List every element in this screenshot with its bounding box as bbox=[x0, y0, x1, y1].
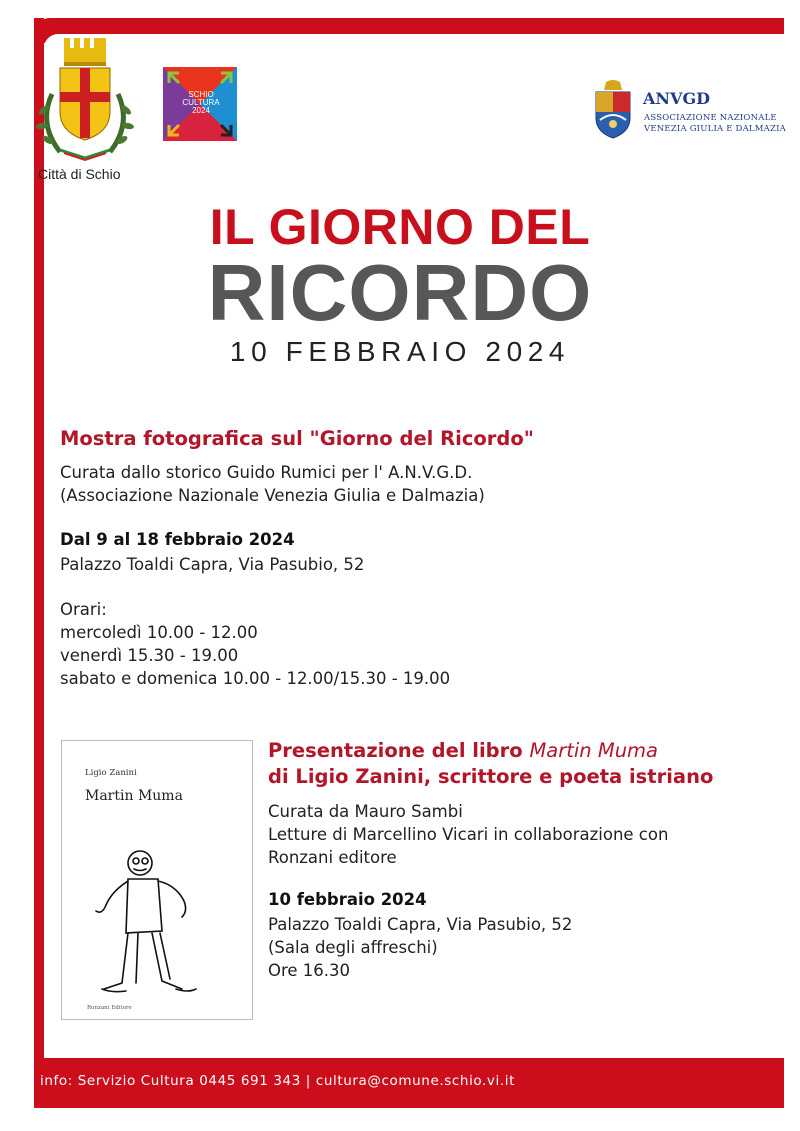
title-date: 10 FEBBRAIO 2024 bbox=[229, 336, 571, 367]
presentation-details bbox=[268, 913, 572, 982]
title-line-2-wrap bbox=[0, 247, 800, 339]
hours-label: Orari: bbox=[60, 600, 107, 619]
presentation-heading bbox=[268, 739, 658, 762]
title-date-wrap bbox=[0, 336, 800, 368]
hours-wednesday: mercoledì 10.00 - 12.00 bbox=[60, 623, 258, 642]
schio-cultura-text-1: SCHIO bbox=[188, 90, 214, 99]
exhibition-dates: Dal 9 al 18 febbraio 2024 bbox=[60, 530, 295, 549]
footer-contact-info: info: Servizio Cultura 0445 691 343 | cultura@comune.schio.vi.it bbox=[40, 1073, 516, 1089]
presentation-heading-prefix: Presentazione del libro bbox=[268, 739, 530, 762]
schio-cultura-logo bbox=[163, 67, 237, 141]
title-line-2: RICORDO bbox=[207, 248, 593, 337]
presentation-heading-line-2: di Ligio Zanini, scrittore e poeta istriano bbox=[268, 765, 714, 788]
schio-cultura-text-3: 2024 bbox=[192, 106, 210, 115]
presentation-place: Palazzo Toaldi Capra, Via Pasubio, 52 bbox=[268, 915, 573, 934]
presentation-time: Ore 16.30 bbox=[268, 961, 351, 980]
book-cover-author: Ligio Zanini bbox=[85, 768, 137, 778]
presentation-book-title: Martin Muma bbox=[529, 739, 658, 762]
exhibition-place: Palazzo Toaldi Capra, Via Pasubio, 52 bbox=[60, 555, 365, 574]
schio-coat-of-arms-logo bbox=[30, 34, 140, 164]
book-cover-image bbox=[61, 740, 253, 1020]
presentation-curated: Curata da Mauro Sambi bbox=[268, 802, 463, 821]
anvgd-shield-logo bbox=[592, 80, 634, 140]
schio-cultura-text-2: CULTURA bbox=[182, 98, 220, 107]
presentation-description bbox=[268, 800, 668, 869]
city-label: Città di Schio bbox=[38, 166, 121, 182]
title-line-1: IL GIORNO DEL bbox=[209, 199, 591, 255]
presentation-date: 10 febbraio 2024 bbox=[268, 890, 427, 909]
anvgd-title: ANVGD bbox=[643, 89, 710, 108]
anvgd-subtitle bbox=[644, 113, 786, 135]
hours-weekend: sabato e domenica 10.00 - 12.00/15.30 - 19.00 bbox=[60, 669, 451, 688]
exhibition-description bbox=[60, 461, 485, 507]
footer-bar bbox=[34, 1058, 784, 1108]
stick-figure-drawing bbox=[92, 841, 222, 1001]
exhibition-curated: Curata dallo storico Guido Rumici per l' A.N.V.G.D. bbox=[60, 463, 473, 482]
presentation-readings: Letture di Marcellino Vicari in collaborazione con bbox=[268, 825, 669, 844]
book-cover-publisher: Ronzani Editore bbox=[87, 1005, 132, 1011]
exhibition-hours bbox=[60, 598, 450, 690]
anvgd-subtitle-line-1: ASSOCIAZIONE NAZIONALE bbox=[644, 113, 777, 123]
exhibition-association: (Associazione Nazionale Venezia Giulia e Dalmazia) bbox=[60, 486, 485, 505]
hours-friday: venerdì 15.30 - 19.00 bbox=[60, 646, 239, 665]
presentation-room: (Sala degli affreschi) bbox=[268, 938, 438, 957]
anvgd-subtitle-line-2: VENEZIA GIULIA E DALMAZIA bbox=[644, 124, 786, 134]
presentation-publisher: Ronzani editore bbox=[268, 848, 397, 867]
book-cover-title: Martin Muma bbox=[85, 788, 183, 804]
exhibition-heading: Mostra fotografica sul "Giorno del Ricordo" bbox=[60, 427, 534, 450]
